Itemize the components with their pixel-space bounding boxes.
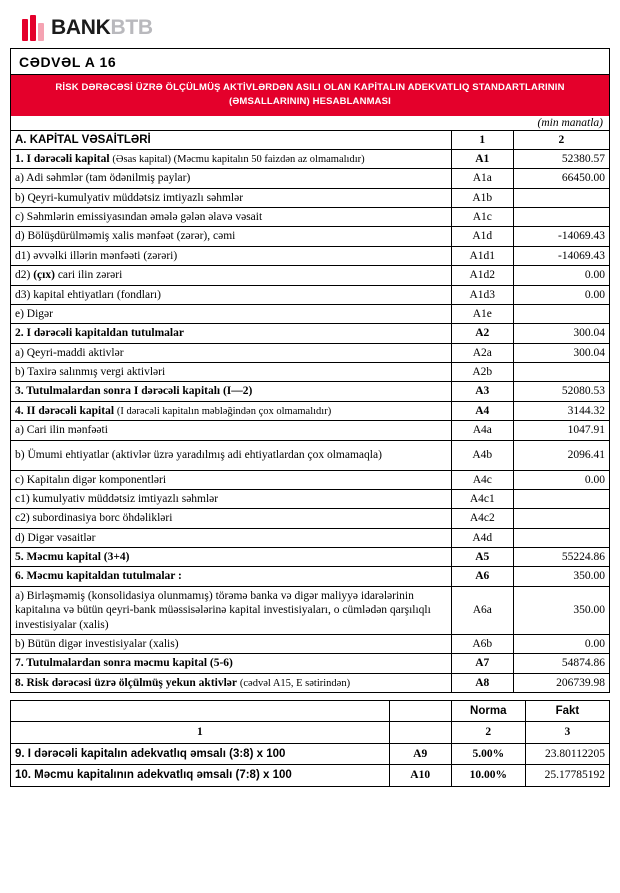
adequacy-ratio-table [10,700,610,787]
row-label-main: 1. I dərəcəli kapital [15,152,110,165]
brand-name [51,16,153,40]
row-label: a) Birləşməmiş (konsolidasiya olunmamış) törəmə banka və digər maliyyə idarələrinin kapitalına və bütün qeyri-bank müəssisələrinə kapital investisiyaları, o cümlədən qarşılıqlı investisiyalar (xalis) [11,586,452,634]
table-row [11,304,610,323]
row-label: c1) kumulyativ müddətsiz imtiyazlı səhmlər [11,489,452,508]
ratio-header-row [11,701,610,722]
row-label [11,401,452,420]
row-value [513,363,609,382]
row-label: d) Bölüşdürülməmiş xalis mənfəət (zərər), cəmi [11,227,452,246]
row-label: 2. I dərəcəli kapitaldan tutulmalar [11,324,452,343]
row-value: 2096.41 [513,440,609,470]
row-label: 5. Məcmu kapital (3+4) [11,548,452,567]
table-row [11,765,610,786]
row-value [513,188,609,207]
row-code: A1d3 [451,285,513,304]
row-label [11,149,452,168]
row-label: 3. Tutulmalardan sonra I dərəcəli kapitalı (I—2) [11,382,452,401]
row-label: a) Cari ilin mənfəəti [11,421,452,440]
table-row [11,266,610,285]
row-value: 0.00 [513,266,609,285]
column-number-2: 2 [513,130,609,149]
row-code: A2b [451,363,513,382]
row-label: d1) əvvəlki illərin mənfəəti (zərəri) [11,246,452,265]
empty-cell [389,722,451,743]
row-code: A4a [451,421,513,440]
row-code: A3 [451,382,513,401]
row-code: A9 [389,743,451,764]
row-label: b) Taxirə salınmış vergi aktivləri [11,363,452,382]
row-code: A2 [451,324,513,343]
table-row [11,246,610,265]
table-row [11,586,610,634]
row-code: A5 [451,548,513,567]
row-value [513,489,609,508]
row-value: -14069.43 [513,246,609,265]
row-label-note: (cədvəl A15, E sətirindən) [239,677,351,689]
row-code: A4c1 [451,489,513,508]
row-value: 55224.86 [513,548,609,567]
capital-table [10,130,610,694]
row-value: 0.00 [513,634,609,653]
table-row [11,509,610,528]
section-title: A. KAPİTAL VƏSAİTLƏRİ [11,130,452,149]
row-label: b) Bütün digər investisiyalar (xalis) [11,634,452,653]
row-label-emphasis: (çıx) [33,269,55,282]
row-value: 350.00 [513,586,609,634]
report-title: RİSK DƏRƏCƏSİ ÜZRƏ ÖLÇÜLMÜŞ AKTİVLƏRDƏN ASILI OLAN KAPİTALIN ADEKVATLIQ STANDARTLARININ (ƏMSALLARININ) HESABLANMASI [11,75,609,116]
brand-name-secondary: BTB [110,16,153,39]
row-value: 300.04 [513,343,609,362]
row-code: A1 [451,149,513,168]
table-row [11,634,610,653]
table-row [11,440,610,470]
brand-name-primary: BANK [51,16,111,39]
table-section-header-row [11,130,610,149]
row-code: A4d [451,528,513,547]
row-fakt-value: 23.80112205 [525,743,609,764]
row-value: 52380.57 [513,149,609,168]
row-code: A6 [451,567,513,586]
row-code: A1c [451,208,513,227]
row-value: 300.04 [513,324,609,343]
row-code: A1d [451,227,513,246]
row-value: -14069.43 [513,227,609,246]
row-code: A6a [451,586,513,634]
row-label: b) Qeyri-kumulyativ müddətsiz imtiyazlı səhmlər [11,188,452,207]
row-value [513,509,609,528]
row-code: A1b [451,188,513,207]
row-label: b) Ümumi ehtiyatlar (aktivlər üzrə yaradılmış adi ehtiyatlardan çox olmamaqla) [11,440,452,470]
row-code: A1e [451,304,513,323]
row-fakt-value: 25.17785192 [525,765,609,786]
row-code: A4b [451,440,513,470]
empty-cell [389,701,451,722]
row-code: A1d2 [451,266,513,285]
row-label: a) Qeyri-maddi aktivlər [11,343,452,362]
row-label-main: 8. Risk dərəcəsi üzrə ölçülmüş yekun aktivlər [15,676,237,689]
table-row [11,421,610,440]
row-label: c2) subordinasiya borc öhdəlikləri [11,509,452,528]
column-header-norma: Norma [451,701,525,722]
row-value: 350.00 [513,567,609,586]
bank-logo-icon [22,15,44,41]
row-value: 0.00 [513,285,609,304]
table-row [11,548,610,567]
table-row [11,208,610,227]
row-code: A8 [451,673,513,692]
empty-cell [11,701,390,722]
table-row [11,343,610,362]
row-label: 10. Məcmu kapitalının adekvatlıq əmsalı (7:8) x 100 [11,765,390,786]
ratio-number-row [11,722,610,743]
row-label: 7. Tutulmalardan sonra məcmu kapital (5-6) [11,654,452,673]
table-row [11,567,610,586]
row-code: A4 [451,401,513,420]
column-number-2: 2 [451,722,525,743]
row-label [11,673,452,692]
row-code: A1a [451,169,513,188]
table-row [11,149,610,168]
row-code: A1d1 [451,246,513,265]
row-code: A4c [451,470,513,489]
row-value: 206739.98 [513,673,609,692]
row-value: 0.00 [513,470,609,489]
row-value: 54874.86 [513,654,609,673]
row-label: 6. Məcmu kapitaldan tutulmalar : [11,567,452,586]
row-norma-value: 10.00% [451,765,525,786]
table-row [11,654,610,673]
table-row [11,169,610,188]
column-number-1: 1 [451,130,513,149]
row-value: 52080.53 [513,382,609,401]
row-label: c) Səhmlərin emissiyasından əmələ gələn əlavə vəsait [11,208,452,227]
table-row [11,528,610,547]
table-label: CƏDVƏL A 16 [11,49,609,75]
row-value: 66450.00 [513,169,609,188]
column-header-fakt: Fakt [525,701,609,722]
row-label: d3) kapital ehtiyatları (fondları) [11,285,452,304]
table-row [11,227,610,246]
row-label: c) Kapitalın digər komponentləri [11,470,452,489]
table-row [11,382,610,401]
row-label: a) Adi səhmlər (tam ödənilmiş paylar) [11,169,452,188]
row-code: A7 [451,654,513,673]
table-spacer [10,693,610,700]
row-value: 1047.91 [513,421,609,440]
row-value [513,208,609,227]
row-label: 9. I dərəcəli kapitalın adekvatlıq əmsalı (3:8) x 100 [11,743,390,764]
row-label-main: 4. II dərəcəli kapital [15,404,115,417]
table-row [11,285,610,304]
row-label: d) Digər vəsaitlər [11,528,452,547]
row-norma-value: 5.00% [451,743,525,764]
brand-logo [10,8,610,48]
table-row [11,324,610,343]
table-row [11,188,610,207]
table-row [11,363,610,382]
row-label-note: (Əsas kapital) (Məcmu kapitalın 50 faizdən az olmamalıdır) [112,153,365,165]
column-number-3: 3 [525,722,609,743]
row-value [513,528,609,547]
column-number-1: 1 [11,722,390,743]
row-code: A6b [451,634,513,653]
table-row [11,743,610,764]
row-value: 3144.32 [513,401,609,420]
table-row [11,470,610,489]
table-row [11,489,610,508]
row-code: A4c2 [451,509,513,528]
row-label-note: (I dərəcəli kapitalın məbləğindən çox olmamalıdır) [116,405,332,417]
row-code: A10 [389,765,451,786]
row-label: e) Digər [11,304,452,323]
row-label: d2) (çıx) cari ilin zərəri [11,266,452,285]
table-row [11,673,610,692]
report-header [10,48,610,116]
table-row [11,401,610,420]
row-value [513,304,609,323]
row-code: A2a [451,343,513,362]
unit-note: (min manatla) [10,116,610,130]
